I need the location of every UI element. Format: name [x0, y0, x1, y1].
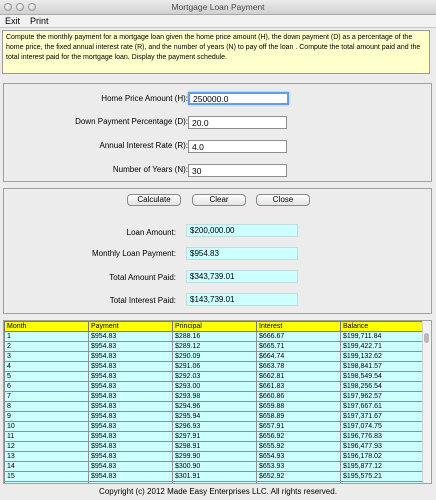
principal-cell[interactable]: $292.03 — [173, 372, 257, 382]
interest-cell[interactable]: $658.89 — [257, 412, 341, 422]
table-row[interactable] — [5, 372, 425, 382]
principal-cell[interactable]: $293.00 — [173, 382, 257, 392]
month-cell[interactable]: 1 — [5, 332, 89, 342]
title-bar — [0, 0, 436, 15]
window-title: Mortgage Loan Payment — [171, 2, 265, 12]
principal-cell[interactable]: $290.09 — [173, 352, 257, 362]
menu-exit[interactable]: Exit — [5, 16, 21, 26]
balance-cell[interactable] — [341, 482, 425, 485]
payment-cell[interactable]: $954.83 — [89, 412, 173, 422]
header-interest[interactable]: Interest — [257, 322, 341, 332]
month-cell[interactable]: 7 — [5, 392, 89, 402]
balance-cell[interactable]: $199,132.62 — [341, 352, 425, 362]
interest-cell[interactable]: $653.93 — [257, 462, 341, 472]
total-interest-label: Total Interest Paid: — [109, 296, 176, 305]
table-row[interactable] — [5, 402, 425, 412]
balance-cell[interactable]: $198,549.54 — [341, 372, 425, 382]
interest-cell[interactable]: $661.83 — [257, 382, 341, 392]
down-payment-label: Down Payment Percentage (D): — [75, 117, 188, 126]
table-row[interactable] — [5, 432, 425, 442]
principal-cell[interactable] — [173, 482, 257, 485]
payment-cell[interactable]: $954.83 — [89, 472, 173, 482]
month-cell[interactable] — [5, 482, 89, 485]
principal-cell[interactable]: $291.06 — [173, 362, 257, 372]
interest-cell[interactable]: $663.78 — [257, 362, 341, 372]
description-box: Compute the monthly payment for a mortgage loan given the home price amount (H), the down payment (D) as a percentage of the home price, the fixed annual interest rate (R), and the number of years (N) to pay off the loan . Compute the total amount paid and the total interest paid for the mortgage loan. Display the payment schedule. — [2, 30, 430, 74]
table-row[interactable] — [5, 482, 425, 485]
copyright-footer: Copyright (c) 2012 Made Easy Enterprises LLC. All rights reserved. — [99, 487, 337, 496]
payment-cell[interactable]: $954.83 — [89, 352, 173, 362]
balance-cell[interactable]: $199,422.71 — [341, 342, 425, 352]
payment-cell[interactable]: $954.83 — [89, 452, 173, 462]
balance-cell[interactable]: $197,371.67 — [341, 412, 425, 422]
interest-cell[interactable]: $655.92 — [257, 442, 341, 452]
month-cell[interactable]: 6 — [5, 382, 89, 392]
balance-cell[interactable]: $198,841.57 — [341, 362, 425, 372]
interest-rate-label: Annual Interest Rate (R): — [99, 141, 188, 150]
interest-cell[interactable]: $656.92 — [257, 432, 341, 442]
interest-cell[interactable]: $659.88 — [257, 402, 341, 412]
table-row[interactable] — [5, 362, 425, 372]
principal-cell[interactable]: $301.91 — [173, 472, 257, 482]
month-cell[interactable]: 13 — [5, 452, 89, 462]
balance-cell[interactable]: $195,575.21 — [341, 472, 425, 482]
down-payment-input[interactable] — [188, 116, 287, 129]
payment-cell[interactable]: $954.83 — [89, 402, 173, 412]
payment-schedule[interactable] — [3, 320, 432, 484]
interest-cell[interactable]: $666.67 — [257, 332, 341, 342]
balance-cell[interactable]: $196,477.93 — [341, 442, 425, 452]
balance-cell[interactable]: $195,877.12 — [341, 462, 425, 472]
balance-cell[interactable]: $197,962.57 — [341, 392, 425, 402]
month-cell[interactable]: 2 — [5, 342, 89, 352]
interest-cell[interactable]: $660.86 — [257, 392, 341, 402]
balance-cell[interactable]: $197,667.61 — [341, 402, 425, 412]
table-row[interactable] — [5, 442, 425, 452]
years-label: Number of Years (N): — [112, 165, 188, 174]
month-cell[interactable]: 11 — [5, 432, 89, 442]
interest-cell[interactable]: $662.81 — [257, 372, 341, 382]
principal-cell[interactable]: $289.12 — [173, 342, 257, 352]
loan-amount-label: Loan Amount: — [126, 228, 176, 237]
table-row[interactable] — [5, 392, 425, 402]
schedule-scrollbar[interactable] — [422, 321, 431, 483]
payment-cell[interactable]: $954.83 — [89, 342, 173, 352]
month-cell[interactable]: 10 — [5, 422, 89, 432]
loan-amount-value: $200,000.00 — [186, 224, 298, 237]
table-row[interactable] — [5, 382, 425, 392]
table-row[interactable] — [5, 452, 425, 462]
table-row[interactable] — [5, 412, 425, 422]
balance-cell[interactable]: $196,776.83 — [341, 432, 425, 442]
total-interest-value: $143,739.01 — [186, 293, 298, 306]
payment-cell[interactable]: $954.83 — [89, 372, 173, 382]
payment-cell[interactable]: $954.83 — [89, 442, 173, 452]
principal-cell[interactable]: $293.98 — [173, 392, 257, 402]
interest-cell[interactable]: $652.92 — [257, 472, 341, 482]
total-paid-value: $343,739.01 — [186, 270, 298, 283]
month-cell[interactable]: 12 — [5, 442, 89, 452]
principal-cell[interactable]: $298.91 — [173, 442, 257, 452]
calculate-button[interactable]: Calculate — [127, 194, 181, 206]
principal-cell[interactable]: $300.90 — [173, 462, 257, 472]
header-balance[interactable]: Balance — [341, 322, 425, 332]
schedule-header-row — [5, 322, 425, 332]
monthly-payment-value: $954.83 — [186, 247, 298, 260]
table-row[interactable] — [5, 422, 425, 432]
payment-cell[interactable]: $954.83 — [89, 332, 173, 342]
interest-rate-input[interactable] — [188, 140, 287, 153]
balance-cell[interactable]: $196,178.02 — [341, 452, 425, 462]
principal-cell[interactable]: $288.16 — [173, 332, 257, 342]
table-row[interactable] — [5, 332, 425, 342]
table-row[interactable] — [5, 472, 425, 482]
payment-cell[interactable]: $954.83 — [89, 392, 173, 402]
schedule-table — [4, 321, 425, 484]
scrollbar-thumb[interactable] — [424, 333, 429, 343]
principal-cell[interactable]: $295.94 — [173, 412, 257, 422]
clear-button[interactable]: Clear — [192, 194, 246, 206]
payment-cell[interactable]: $954.83 — [89, 432, 173, 442]
monthly-payment-label: Monthly Loan Payment: — [91, 249, 176, 258]
total-paid-label: Total Amount Paid: — [109, 273, 176, 282]
table-row[interactable] — [5, 342, 425, 352]
balance-cell[interactable]: $197,074.75 — [341, 422, 425, 432]
close-button[interactable]: Close — [256, 194, 310, 206]
table-row[interactable] — [5, 352, 425, 362]
menu-bar — [0, 15, 436, 28]
interest-cell[interactable]: $654.93 — [257, 452, 341, 462]
month-cell[interactable]: 3 — [5, 352, 89, 362]
home-price-label: Home Price Amount (H): — [101, 94, 188, 103]
balance-cell[interactable]: $198,256.54 — [341, 382, 425, 392]
payment-cell[interactable] — [89, 482, 173, 485]
header-principal[interactable]: Principal — [173, 322, 257, 332]
home-price-input[interactable] — [188, 92, 289, 105]
menu-print[interactable]: Print — [30, 16, 49, 26]
month-cell[interactable]: 8 — [5, 402, 89, 412]
month-cell[interactable]: 9 — [5, 412, 89, 422]
years-input[interactable] — [188, 164, 287, 177]
principal-cell[interactable]: $296.93 — [173, 422, 257, 432]
table-row[interactable] — [5, 462, 425, 472]
interest-cell[interactable]: $657.91 — [257, 422, 341, 432]
interest-cell[interactable]: $665.71 — [257, 342, 341, 352]
month-cell[interactable]: 14 — [5, 462, 89, 472]
interest-cell[interactable]: $664.74 — [257, 352, 341, 362]
month-cell[interactable]: 5 — [5, 372, 89, 382]
interest-cell[interactable] — [257, 482, 341, 485]
month-cell[interactable]: 4 — [5, 362, 89, 372]
payment-cell[interactable]: $954.83 — [89, 362, 173, 372]
payment-cell[interactable]: $954.83 — [89, 382, 173, 392]
principal-cell[interactable]: $294.96 — [173, 402, 257, 412]
principal-cell[interactable]: $297.91 — [173, 432, 257, 442]
payment-cell[interactable]: $954.83 — [89, 462, 173, 472]
header-month[interactable]: Month — [5, 322, 89, 332]
payment-cell[interactable]: $954.83 — [89, 422, 173, 432]
principal-cell[interactable]: $299.90 — [173, 452, 257, 462]
balance-cell[interactable]: $199,711.84 — [341, 332, 425, 342]
month-cell[interactable]: 15 — [5, 472, 89, 482]
header-payment[interactable]: Payment — [89, 322, 173, 332]
